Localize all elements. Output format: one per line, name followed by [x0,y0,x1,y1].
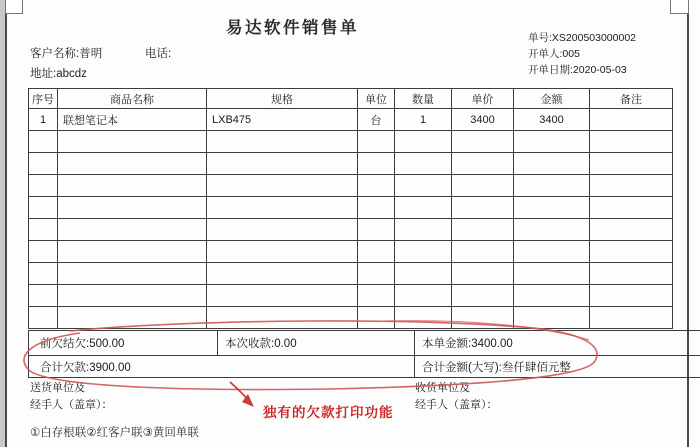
item-row [29,197,673,219]
col-header-unit: 单位 [358,89,395,109]
total-debt-cell: 合计欠款:3900.00 [29,356,415,378]
item-row: 1 联想笔记本 LXB475 台 1 3400 3400 [29,109,673,131]
order-amount-cell: 本单金额:3400.00 [415,331,700,356]
items-header-row [29,89,673,109]
copies-note: ①白存根联②红客户联③黄回单联 [30,427,199,439]
invoice-title: 易达软件销售单 [226,19,359,37]
customer-phone: 电话: [145,48,172,60]
page-right-edge-line [687,0,689,447]
item-row [29,307,673,329]
item-row [29,175,673,197]
order-number: 单号:XS200503000002 [528,32,637,44]
col-header-price: 单价 [452,89,514,109]
order-date: 开单日期:2020-05-03 [528,64,627,76]
page-left-edge-line [5,0,7,447]
col-header-product: 商品名称 [58,89,207,109]
clerk: 开单人:005 [528,48,580,60]
col-header-remark: 备注 [590,89,673,109]
sender-signature-block: 送货单位及 经手人（盖章）： [30,382,113,411]
items-table [28,88,673,329]
col-header-qty: 数量 [395,89,452,109]
page-corner-mark-left [5,0,23,14]
customer-address: 地址:abcdz [30,68,87,80]
item-row [29,241,673,263]
item-row [29,263,673,285]
red-arrow-annotation [230,382,254,407]
customer-name: 客户名称:普明 [30,48,103,60]
handwritten-annotation-text: 独有的欠款打印功能 [263,405,394,420]
item-row [29,285,673,307]
col-header-spec: 规格 [207,89,358,109]
summary-row-1 [29,331,700,356]
summary-row-2 [29,356,700,378]
page-corner-mark-right [670,0,689,14]
order-info-block [528,30,636,78]
col-header-amount: 金额 [514,89,590,109]
item-row [29,153,673,175]
summary-table [28,330,700,378]
received-cell: 本次收款:0.00 [218,331,415,356]
col-header-seq: 序号 [29,89,58,109]
receiver-signature-block: 收货单位及 经手人（盖章）： [415,382,498,411]
item-row [29,131,673,153]
item-row [29,219,673,241]
amount-in-words-cell: 合计金额(大写):叁仟肆佰元整 [415,356,700,378]
prev-debt-cell: 前欠结欠:500.00 [29,331,218,356]
